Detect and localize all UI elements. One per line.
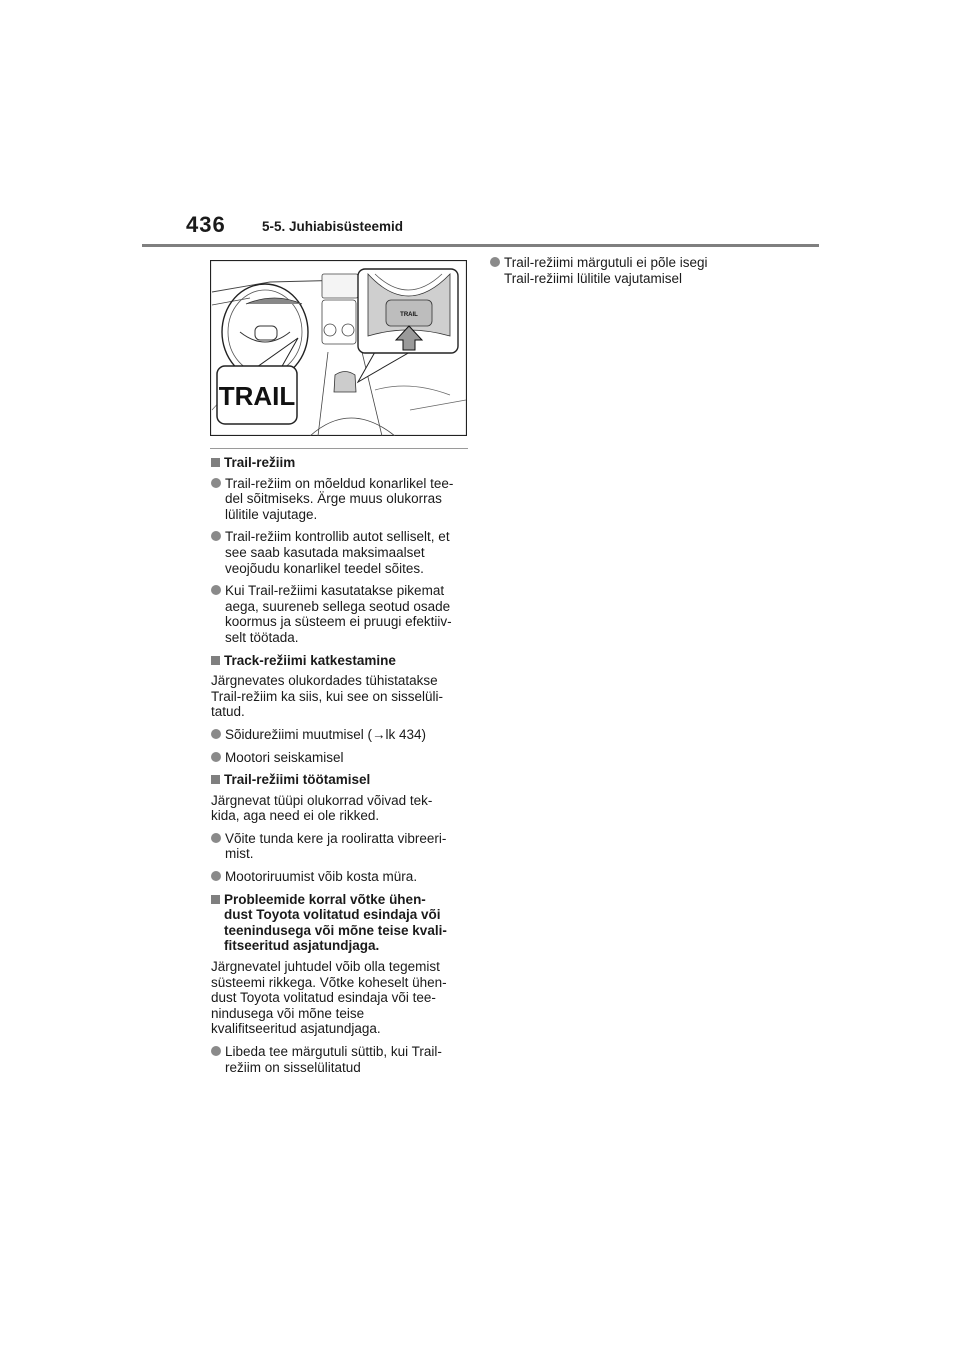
heading-trail-mode: Trail-režiim: [211, 455, 473, 471]
bullet-item: Sõidurežiimi muutmisel (→lk 434): [211, 727, 473, 743]
bullet-item: Trail-režiim kontrollib autot selliselt, et see saab kasutada maksimaalset veojõudu konarlikel teedel sõites.: [211, 529, 473, 576]
bullet-item: Kui Trail-režiimi kasutatakse pikemat aega, suureneb sellega seotud osade koormus ja süsteem ei pruugi efektiiv- selt töötada.: [211, 583, 473, 645]
square-bullet-icon: [211, 458, 220, 467]
paragraph: Järgnevatel juhtudel võib olla tegemist süsteemi rikkega. Võtke koheselt ühen- dust Toyota volitatud esindaja või tee- nindusega või mõne teise kvalifitseeritud asjatundjaga.: [211, 959, 447, 1037]
circle-bullet-icon: [211, 585, 221, 595]
bullet-item: Mootoriruumist võib kosta müra.: [211, 869, 473, 885]
circle-bullet-icon: [211, 729, 221, 739]
circle-bullet-icon: [211, 531, 221, 541]
section-title: 5-5. Juhiabisüsteemid: [262, 219, 404, 234]
bullet-item: Libeda tee märgutuli süttib, kui Trail- režiim on sisselülitatud: [211, 1044, 473, 1075]
heading-problems: Probleemide korral võtke ühen- dust Toyota volitatud esindaja või teenindusega või mõne teise kvali- fitseeritud asjatundjaga.: [211, 892, 473, 954]
page-number: 436: [186, 212, 226, 237]
circle-bullet-icon: [211, 871, 221, 881]
square-bullet-icon: [211, 895, 220, 904]
circle-bullet-icon: [211, 752, 221, 762]
header-rule: [142, 244, 819, 247]
bullet-item: Trail-režiimi märgutuli ei põle isegi Trail-režiimi lülitile vajutamisel: [490, 255, 752, 286]
bullet-item: Võite tunda kere ja rooliratta vibreeri- mist.: [211, 831, 473, 862]
dashboard-illustration: [210, 260, 467, 436]
left-column: [211, 455, 473, 1082]
square-bullet-icon: [211, 656, 220, 665]
heading-operation: Trail-režiimi töötamisel: [211, 772, 473, 788]
circle-bullet-icon: [211, 833, 221, 843]
bullet-item: Trail-režiim on mõeldud konarlikel tee- del sõitmiseks. Ärge muus olukorras lülitile vajutage.: [211, 476, 473, 523]
bullet-item: Mootori seiskamisel: [211, 750, 473, 766]
right-column: [490, 255, 752, 293]
figure-divider: [210, 448, 468, 449]
paragraph: Järgnevat tüüpi olukorrad võivad tek- kida, aga need ei ole rikked.: [211, 792, 433, 824]
trail-callout-label: TRAIL: [218, 381, 296, 411]
circle-bullet-icon: [211, 478, 221, 488]
circle-bullet-icon: [211, 1046, 221, 1056]
trail-button-label: TRAIL: [400, 312, 418, 318]
square-bullet-icon: [211, 775, 220, 784]
paragraph: Järgnevates olukordades tühistatakse Trail-režiim ka siis, kui see on sisselüli- tatud.: [211, 673, 444, 720]
heading-cancel-mode: Track-režiimi katkestamine: [211, 653, 473, 669]
circle-bullet-icon: [490, 257, 500, 267]
